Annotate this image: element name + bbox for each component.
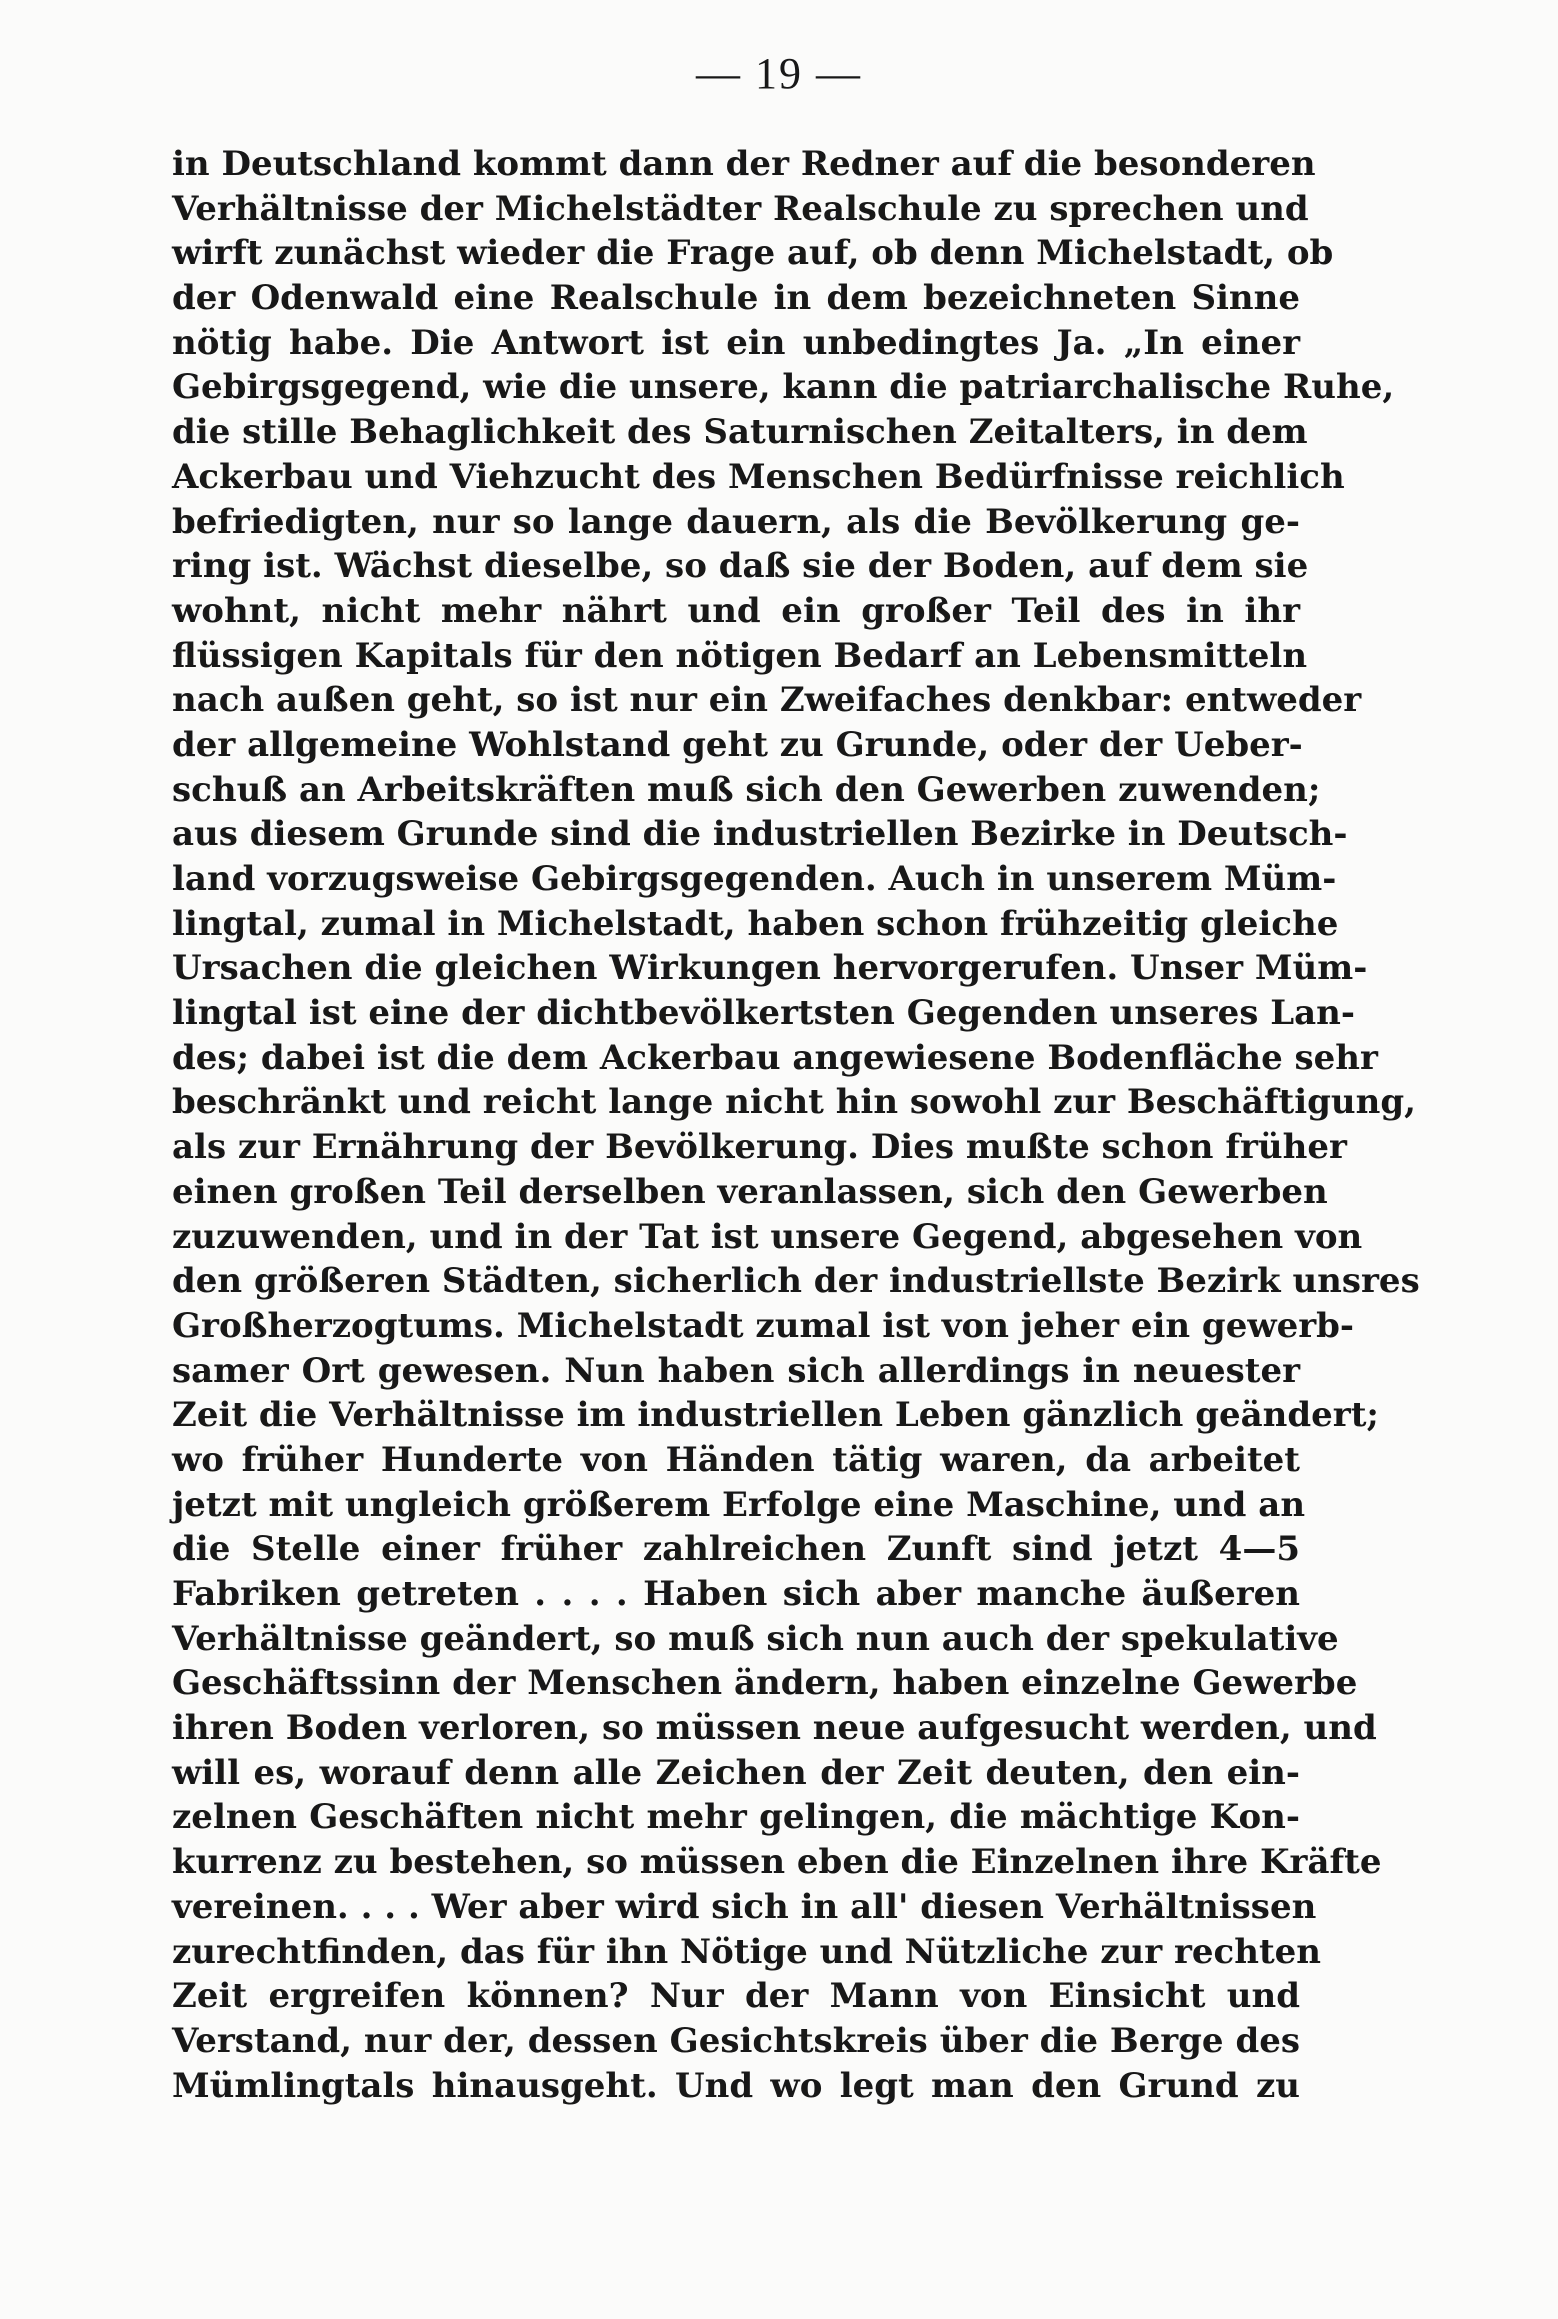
text-line: wo früher Hunderte von Händen tätig waren, da arbeitet xyxy=(172,1439,1300,1480)
text-line: befriedigten, nur so lange dauern, als die Bevölkerung ge- xyxy=(172,501,1300,542)
text-line: lingtal ist eine der dichtbevölkertsten Gegenden unseres Lan- xyxy=(172,993,1355,1034)
text-line: land vorzugsweise Gebirgsgegenden. Auch in unserem Müm- xyxy=(172,859,1337,899)
text-line: Verhältnisse geändert, so muß sich nun auch der spekulative xyxy=(172,1618,1339,1659)
text-line: nötig habe. Die Antwort ist ein unbedingtes Ja. „In einer xyxy=(172,322,1300,363)
text-line: flüssigen Kapitals für den nötigen Bedarf an Lebensmitteln xyxy=(172,635,1308,676)
text-line: einen großen Teil derselben veranlassen, sich den Gewerben xyxy=(172,1171,1328,1212)
text-line: zurechtfinden, das für ihn Nötige und Nützliche zur rechten xyxy=(172,1931,1322,1972)
text-line: ihren Boden verloren, so müssen neue aufgesucht werden, und xyxy=(172,1708,1377,1749)
text-line: Ursachen die gleichen Wirkungen hervorgerufen. Unser Müm- xyxy=(172,948,1368,989)
text-line: Verhältnisse der Michelstädter Realschule zu sprechen und xyxy=(172,188,1309,229)
text-line: vereinen. . . . Wer aber wird sich in all' diesen Verhältnissen xyxy=(172,1886,1317,1927)
text-line: als zur Ernährung der Bevölkerung. Dies mußte schon früher xyxy=(172,1127,1347,1168)
text-line: Fabriken getreten . . . . Haben sich aber manche äußeren xyxy=(172,1574,1300,1614)
text-line: zuzuwenden, und in der Tat ist unsere Gegend, abgesehen von xyxy=(172,1216,1363,1257)
text-line: schuß an Arbeitskräften muß sich den Gewerben zuwenden; xyxy=(172,769,1321,810)
text-line: in Deutschland kommt dann der Redner auf die besonderen xyxy=(172,144,1316,184)
text-line: Mümlingtals hinausgeht. Und wo legt man den Grund zu xyxy=(172,2065,1300,2106)
text-line: beschränkt und reicht lange nicht hin sowohl zur Beschäftigung, xyxy=(172,1082,1416,1123)
body-text xyxy=(172,142,1420,2108)
text-line: wirft zunächst wieder die Frage auf, ob denn Michelstadt, ob xyxy=(172,233,1334,274)
text-line: wohnt, nicht mehr nährt und ein großer Teil des in ihr xyxy=(172,590,1300,631)
text-line: den größeren Städten, sicherlich der industriellste Bezirk unsres xyxy=(172,1261,1420,1302)
page-number: — 19 — xyxy=(696,49,862,98)
text-line: des; dabei ist die dem Ackerbau angewiesene Bodenfläche sehr xyxy=(172,1037,1378,1078)
text-line: Zeit ergreifen können? Nur der Mann von Einsicht und xyxy=(172,1976,1300,2017)
text-line: ring ist. Wächst dieselbe, so daß sie der Boden, auf dem sie xyxy=(172,546,1309,587)
text-line: der Odenwald eine Realschule in dem bezeichneten Sinne xyxy=(172,278,1300,319)
text-line: Gebirgsgegend, wie die unsere, kann die patriarchalische Ruhe, xyxy=(172,367,1395,408)
text-line: die stille Behaglichkeit des Saturnischen Zeitalters, in dem xyxy=(172,412,1308,453)
text-line: lingtal, zumal in Michelstadt, haben schon frühzeitig gleiche xyxy=(172,903,1339,944)
text-line: samer Ort gewesen. Nun haben sich allerdings in neuester xyxy=(172,1350,1300,1391)
text-line: will es, worauf denn alle Zeichen der Zeit deuten, den ein- xyxy=(172,1752,1300,1793)
text-line: zelnen Geschäften nicht mehr gelingen, die mächtige Kon- xyxy=(172,1797,1300,1838)
text-line: nach außen geht, so ist nur ein Zweifaches denkbar: entweder xyxy=(172,680,1362,721)
text-line: aus diesem Grunde sind die industriellen Bezirke in Deutsch- xyxy=(172,814,1348,855)
text-line: Ackerbau und Viehzucht des Menschen Bedürfnisse reichlich xyxy=(172,456,1345,497)
text-line: Verstand, nur der, dessen Gesichtskreis über die Berge des xyxy=(172,2020,1300,2061)
text-line: jetzt mit ungleich größerem Erfolge eine Maschine, und an xyxy=(172,1484,1306,1525)
text-line: die Stelle einer früher zahlreichen Zunft sind jetzt 4—5 xyxy=(172,1529,1300,1570)
text-line: Zeit die Verhältnisse im industriellen Leben gänzlich geändert; xyxy=(172,1395,1379,1436)
text-line: der allgemeine Wohlstand geht zu Grunde, oder der Ueber- xyxy=(172,724,1303,765)
text-line: kurrenz zu bestehen, so müssen eben die Einzelnen ihre Kräfte xyxy=(172,1842,1382,1883)
text-line: Großherzogtums. Michelstadt zumal ist von jeher ein gewerb- xyxy=(172,1305,1355,1346)
text-line: Geschäftssinn der Menschen ändern, haben einzelne Gewerbe xyxy=(172,1663,1358,1704)
